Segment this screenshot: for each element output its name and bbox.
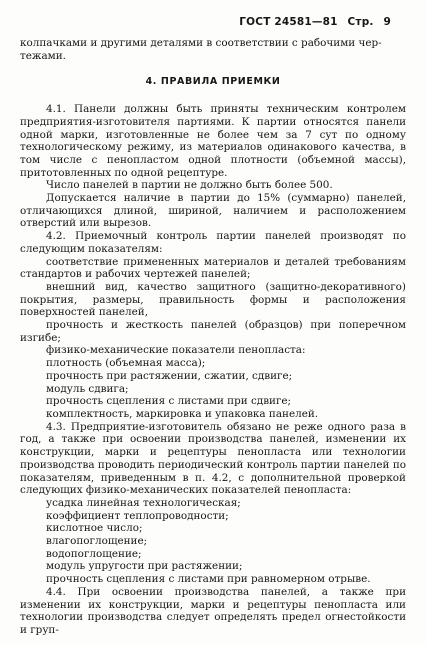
list-item-moisture-absorption: влагопоглощение; <box>46 535 148 548</box>
list-item-appearance: внешний вид, качество защитного (защитно-декоративного) покрытия, размеры, правильность формы и расположения поверхностей панелей, <box>20 280 406 319</box>
continuation-line-1: колпачками и другими деталями в соответствии с рабочими чер- <box>20 37 382 49</box>
list-item-foam-properties: физико-механические показатели пенопласта: <box>46 344 306 357</box>
list-item-water-absorption: водопоглощение; <box>46 547 142 560</box>
list-item-materials: соответствие примененных материалов и деталей требованиям стандартов и рабочих чертежей панелей; <box>20 255 406 281</box>
list-item-thermal-conductivity: коэффициент теплопроводности; <box>46 509 229 522</box>
document-body <box>20 37 406 637</box>
page-label: Стр. <box>347 16 374 28</box>
list-item-shear-modulus: модуль сдвига; <box>46 382 129 395</box>
paragraph-4-1: 4.1. Панели должны быть приняты техническим контролем предприятия-изготовителя партиями. К партии относятся панели одной марки, изготовленные не более чем за 7 сут по одному технологическому режиму, из материалов одинакового качества, в том числе с пенопластом одной плотности (объемной массы), притотовленных по одной рецептуре. <box>20 103 406 179</box>
list-item-elastic-modulus: модуль упругости при растяжении; <box>46 560 243 573</box>
list-item-density: плотность (объемная масса); <box>46 357 206 370</box>
list-item-tensile: прочность при растяжении, сжатии, сдвиге; <box>46 369 293 382</box>
continuation-line-2: тежами. <box>20 49 66 62</box>
page-header <box>239 16 391 28</box>
list-item-adhesion-tear: прочность сцепления с листами при равномерном отрыве. <box>46 573 371 586</box>
paragraph-4-2: 4.2. Приемочный контроль партии панелей производят по следующим показателям: <box>20 230 406 255</box>
standard-number: ГОСТ 24581—81 <box>239 16 338 28</box>
paragraph-4-1-tolerance: Допускается наличие в партии до 15% (суммарно) панелей, отличающихся длиной, шириной, наличием и расположением отверстий или вырезов. <box>20 192 406 230</box>
paragraph-4-4: 4.4. При освоении производства панелей, а также при изменении их конструкции, марки и рецептуры пенопласта или технологии производства следует определять предел огнестойкости и груп- <box>20 585 406 636</box>
list-item-acid-number: кислотное число; <box>46 522 143 535</box>
page-number: 9 <box>383 16 391 28</box>
section-title: 4. ПРАВИЛА ПРИЕМКИ <box>145 76 281 88</box>
list-item-completeness: комплектность, маркировка и упаковка панелей. <box>46 407 319 420</box>
paragraph-4-1-count: Число панелей в партии не должно быть более 500. <box>46 179 333 192</box>
list-item-shrinkage: усадка линейная технологическая; <box>46 496 241 509</box>
list-item-strength: прочность и жесткость панелей (образцов) при поперечном изгибе; <box>20 319 406 344</box>
paragraph-4-3: 4.3. Предприятие-изготовитель обязано не реже одного раза в год, а также при освоении производства панелей, изменении их конструкции, марки и рецептуры пенопласта или технологии производства проводить периодический контроль партии панелей по показателям, приведенным в п. 4.2, с дополнительной проверкой следующих физико-механических показателей пенопласта: <box>20 420 406 497</box>
list-item-adhesion-shear: прочность сцепления с листами при сдвиге; <box>46 395 292 408</box>
